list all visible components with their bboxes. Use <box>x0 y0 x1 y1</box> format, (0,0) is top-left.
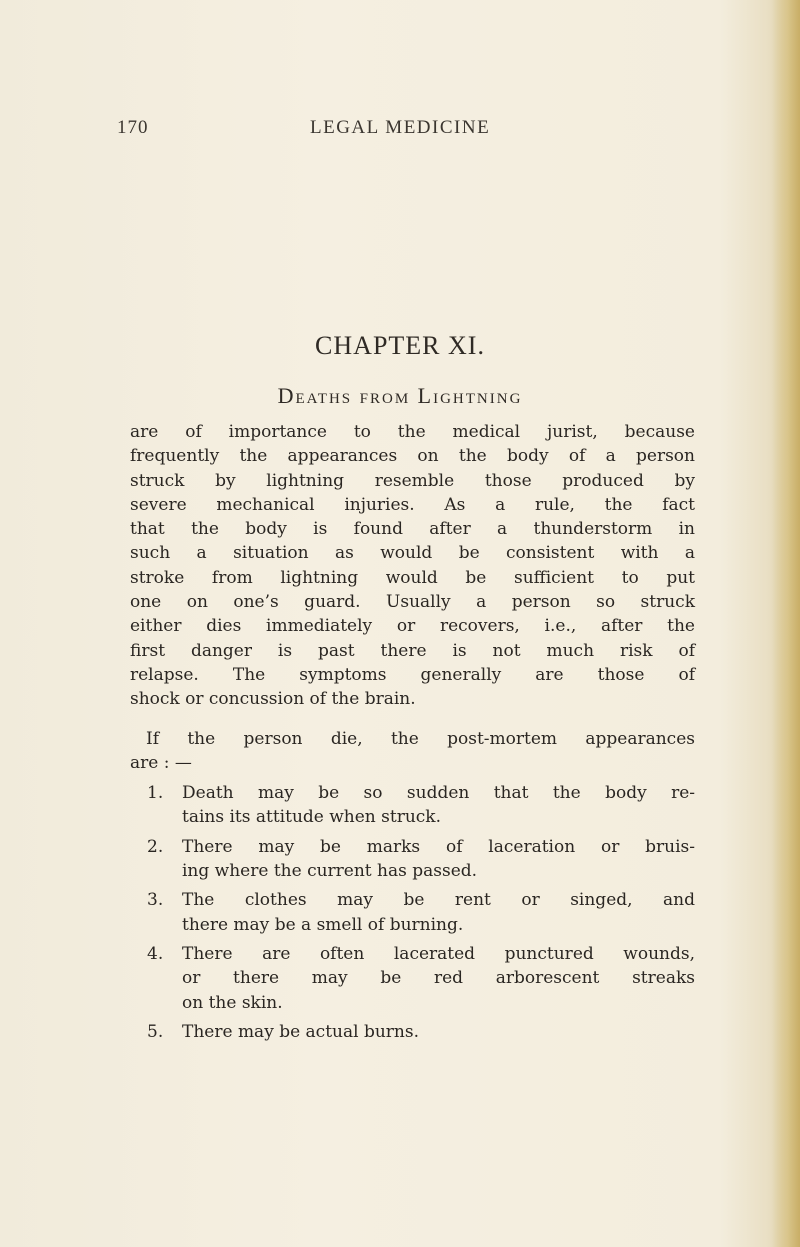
text-line: such a situation as would be consistent with a <box>130 543 695 564</box>
running-head <box>117 117 527 141</box>
page-edge-shading <box>772 0 800 1247</box>
text-line: are : — <box>130 752 192 773</box>
chapter-title: CHAPTER XI. <box>315 331 485 360</box>
text-line: Death may be so sudden that the body re- <box>182 783 695 804</box>
paragraph-intro <box>130 420 695 712</box>
text-line: tains its attitude when struck. <box>182 807 442 828</box>
text-line: The clothes may be rent or singed, and <box>182 890 695 911</box>
text-line: frequently the appearances on the body of a person <box>130 446 695 467</box>
text-line: relapse. The symptoms generally are those of <box>130 664 695 685</box>
list-item <box>130 888 695 937</box>
text-line: one on one’s guard. Usually a person so struck <box>130 592 695 613</box>
text-line: shock or concussion of the brain. <box>130 689 416 710</box>
text-line: ing where the current has passed. <box>182 861 478 882</box>
text-line: stroke from lightning would be sufficient to put <box>130 567 695 588</box>
paragraph-postmortem <box>130 727 695 776</box>
text-line: either dies immediately or recovers, i.e., after the <box>130 616 695 637</box>
list-item <box>130 781 695 830</box>
list-number: 1. <box>147 783 164 804</box>
running-title: LEGAL MEDICINE <box>310 117 491 138</box>
text-line: There are often lacerated punctured wounds, <box>182 943 695 964</box>
text-line: There may be marks of laceration or bruis- <box>182 836 695 857</box>
text-line: struck by lightning resemble those produced by <box>130 470 695 491</box>
postmortem-appearances-list <box>130 781 695 1044</box>
text-line: on the skin. <box>182 992 283 1013</box>
section-heading: Deaths from Lightning <box>277 383 523 408</box>
list-item <box>130 1020 695 1044</box>
list-number: 2. <box>147 836 164 857</box>
list-item <box>130 835 695 884</box>
text-line: first danger is past there is not much risk of <box>130 640 695 661</box>
page-number: 170 <box>117 117 149 138</box>
text-line: there may be a smell of burning. <box>182 914 464 935</box>
text-line: are of importance to the medical jurist, because <box>130 422 695 442</box>
list-number: 3. <box>147 890 164 911</box>
list-number: 4. <box>147 943 164 964</box>
text-line: severe mechanical injuries. As a rule, the fact <box>130 494 695 515</box>
list-item <box>130 942 695 1015</box>
text-line: that the body is found after a thunderstorm in <box>130 519 695 540</box>
text-line: There may be actual burns. <box>182 1021 419 1042</box>
list-number: 5. <box>147 1021 164 1042</box>
text-line: or there may be red arborescent streaks <box>182 968 695 989</box>
body-text <box>130 420 695 1049</box>
text-line: If the person die, the post-mortem appearances <box>146 728 695 749</box>
